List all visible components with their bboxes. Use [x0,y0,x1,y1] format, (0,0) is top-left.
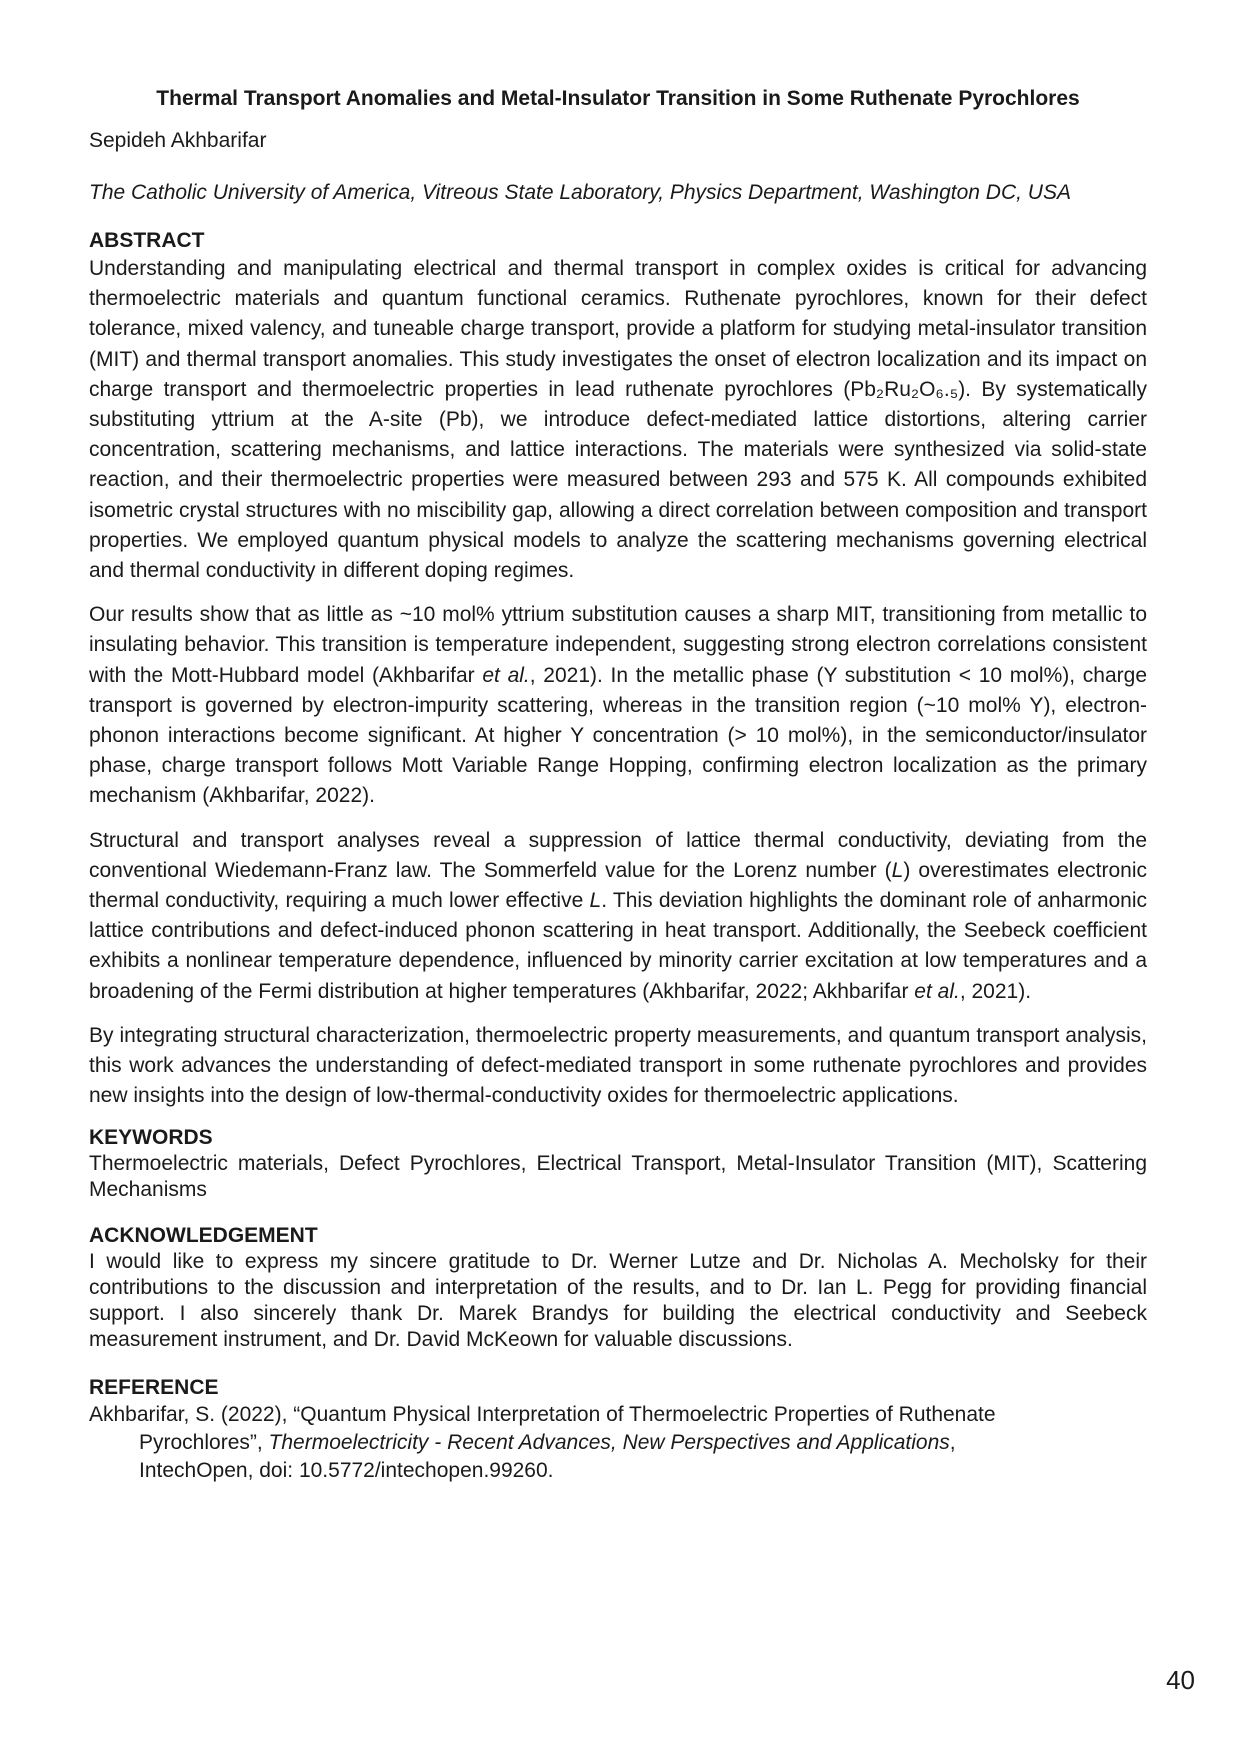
et-al-italic: et al. [482,663,530,687]
reference-line-1: Akhbarifar, S. (2022), “Quantum Physical Interpretation of Thermoelectric Properties of Ruthenate [89,1403,996,1427]
abstract-p1-text-a: Understanding and manipulating electrical and thermal transport in complex oxides is critical for advancing thermoelectric materials and quantum functional ceramics. Ruthenate pyrochlores, known for their defect tolerance, mixed valency, and tuneable charge transport, provide a platform for studying metal-insulator transition (MIT) and thermal transport anomalies. This study investigates the onset of electron localization and its impact on charge transport and thermoelectric properties in lead ruthenate pyrochlores ( [89,257,1147,401]
abstract-paragraph-3 [89,826,1147,1007]
author-name: Sepideh Akhbarifar [89,129,267,152]
abstract-p2-text-a: Our results show that as little as ~10 mol% yttrium substitution causes a sharp MIT, transitioning from metallic to insulating behavior. This transition is temperature independent, suggesting strong electron correlations consistent with the Mott-Hubbard model (Akhbarifar [89,603,1147,687]
abstract-p2-text-b: , 2021). In the metallic phase (Y substitution < 10 mol%), charge transport is governed by electron-impurity scattering, whereas in the transition region (~10 mol% Y), electron-phonon interactions become significant. At higher Y concentration (> 10 mol%), in the semiconductor/insulator phase, charge transport follows Mott Variable Range Hopping, confirming electron localization as the primary mechanism (Akhbarifar, 2022). [89,663,1148,808]
reference-line-3: IntechOpen, doi: 10.5772/intechopen.99260. [139,1459,554,1483]
chemical-formula: Pb₂Ru₂O₆.₅ [850,377,959,401]
abstract-p3-text-d: , 2021). [959,979,1032,1003]
et-al-italic-2: et al. [914,979,960,1003]
page-content [89,84,1147,1485]
abstract-p3-text-c: . This deviation highlights the dominant role of anharmonic lattice contributions and defect-induced phonon scattering in heat transport. Additionally, the Seebeck coefficient exhibits a nonlinear temperature dependence, influenced by minority carrier excitation at low temperatures and a broadening of the Fermi distribution at higher temperatures (Akhbarifar, 2022; Akhbarifar [89,889,1147,1003]
abstract-p3-text-b: ) overestimates electronic thermal conductivity, requiring a much lower effective [89,858,1147,913]
reference-book-title: Thermoelectricity - Recent Advances, New Perspectives and Applications [268,1431,950,1455]
abstract-heading: ABSTRACT [89,229,205,252]
abstract-paragraph-4: By integrating structural characterization, thermoelectric property measurements, and quantum transport analysis, this work advances the understanding of defect-mediated transport in some ruthenate pyrochlores and provides new insights into the design of low-thermal-conductivity oxides for thermoelectric applications. [89,1023,1147,1108]
abstract-paragraph-1 [89,254,1147,586]
page-number: 40 [1166,1665,1195,1695]
acknowledgement-text: I would like to express my sincere gratitude to Dr. Werner Lutze and Dr. Nicholas A. Mecholsky for their contributions to the discussion and interpretation of the results, and to Dr. Ian L. Pegg for providing financial support. I also sincerely thank Dr. Marek Brandys for building the electrical conductivity and Seebeck measurement instrument, and Dr. David McKeown for valuable discussions. [89,1250,1147,1352]
reference-line-2 [139,1429,1147,1457]
paper-title: Thermal Transport Anomalies and Metal-Insulator Transition in Some Ruthenate Pyrochlores [156,87,1080,110]
abstract-p1-text-b: ). By systematically substituting yttrium at the A-site (Pb), we introduce defect-mediated lattice distortions, altering carrier concentration, scattering mechanisms, and lattice interactions. The materials were synthesized via solid-state reaction, and their thermoelectric properties were measured between 293 and 575 K. All compounds exhibited isometric crystal structures with no miscibility gap, allowing a direct correlation between composition and transport properties. We employed quantum physical models to analyze the scattering mechanisms governing electrical and thermal conductivity in different doping regimes. [89,377,1148,583]
abstract-p3-text-a: Structural and transport analyses reveal a suppression of lattice thermal conductivity, deviating from the conventional Wiedemann-Franz law. The Sommerfeld value for the Lorenz number ( [89,828,1147,882]
keywords-text: Thermoelectric materials, Defect Pyrochlores, Electrical Transport, Metal-Insulator Transition (MIT), Scattering Mechanisms [89,1152,1147,1202]
author-affiliation: The Catholic University of America, Vitreous State Laboratory, Physics Department, Washington DC, USA [89,181,1071,204]
keywords-heading: KEYWORDS [89,1126,213,1150]
reference-line-2-a: Pyrochlores”, [139,1431,269,1455]
lorenz-symbol: L [891,858,904,882]
acknowledgement-heading: ACKNOWLEDGEMENT [89,1224,318,1248]
abstract-paragraph-2 [89,600,1147,811]
reference-line-2-b: , [949,1431,956,1455]
reference-heading: REFERENCE [89,1376,219,1400]
lorenz-symbol-2: L [589,889,602,913]
